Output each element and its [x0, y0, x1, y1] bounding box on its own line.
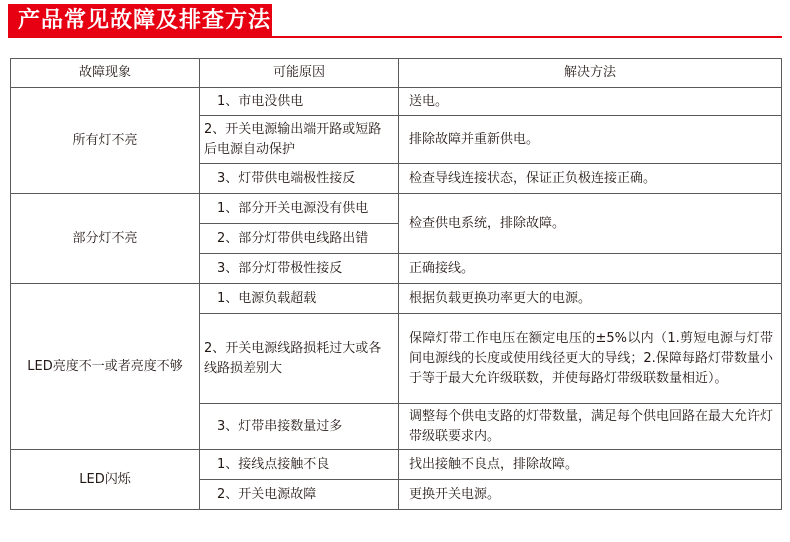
cause-cell: 2、开关电源输出端开路或短路后电源自动保护 [200, 116, 399, 164]
table-row [11, 284, 782, 314]
cause-cell: 3、灯带供电端极性接反 [200, 164, 399, 194]
symptom-cell: 部分灯不亮 [11, 194, 200, 284]
solution-cell: 排除故障并重新供电。 [399, 116, 782, 164]
cause-cell: 1、部分开关电源没有供电 [200, 194, 399, 224]
cause-cell: 1、市电没供电 [200, 88, 399, 116]
column-header-cause: 可能原因 [200, 59, 399, 88]
symptom-cell: 所有灯不亮 [11, 88, 200, 194]
solution-cell: 检查导线连接状态，保证正负极连接正确。 [399, 164, 782, 194]
section-title: 产品常见故障及排查方法 [8, 4, 272, 37]
cause-cell: 2、部分灯带供电线路出错 [200, 224, 399, 254]
symptom-cell: LED闪烁 [11, 450, 200, 510]
table-header-row [11, 59, 782, 88]
title-underline [8, 36, 782, 38]
section-header [0, 0, 790, 40]
solution-cell: 检查供电系统，排除故障。 [399, 194, 782, 254]
cause-cell: 2、开关电源故障 [200, 480, 399, 510]
cause-cell: 3、部分灯带极性接反 [200, 254, 399, 284]
column-header-solution: 解决方法 [399, 59, 782, 88]
cause-cell: 1、接线点接触不良 [200, 450, 399, 480]
cause-cell: 2、开关电源线路损耗过大或各线路损差别大 [200, 314, 399, 404]
table-row [11, 88, 782, 116]
solution-cell: 调整每个供电支路的灯带数量，满足每个供电回路在最大允许灯带级联要求内。 [399, 404, 782, 450]
solution-cell: 更换开关电源。 [399, 480, 782, 510]
table-row [11, 194, 782, 224]
symptom-cell: LED亮度不一或者亮度不够 [11, 284, 200, 450]
solution-cell: 根据负载更换功率更大的电源。 [399, 284, 782, 314]
troubleshooting-table [10, 58, 782, 510]
solution-cell: 送电。 [399, 88, 782, 116]
table-row [11, 450, 782, 480]
column-header-symptom: 故障现象 [11, 59, 200, 88]
cause-cell: 1、电源负载超载 [200, 284, 399, 314]
solution-cell: 正确接线。 [399, 254, 782, 284]
cause-cell: 3、灯带串接数量过多 [200, 404, 399, 450]
solution-cell: 保障灯带工作电压在额定电压的±5%以内（1.剪短电源与灯带间电源线的长度或使用线径更大的导线；2.保障每路灯带数量小于等于最大允许级联数，并使每路灯带级联数量相近）。 [399, 314, 782, 404]
solution-cell: 找出接触不良点，排除故障。 [399, 450, 782, 480]
